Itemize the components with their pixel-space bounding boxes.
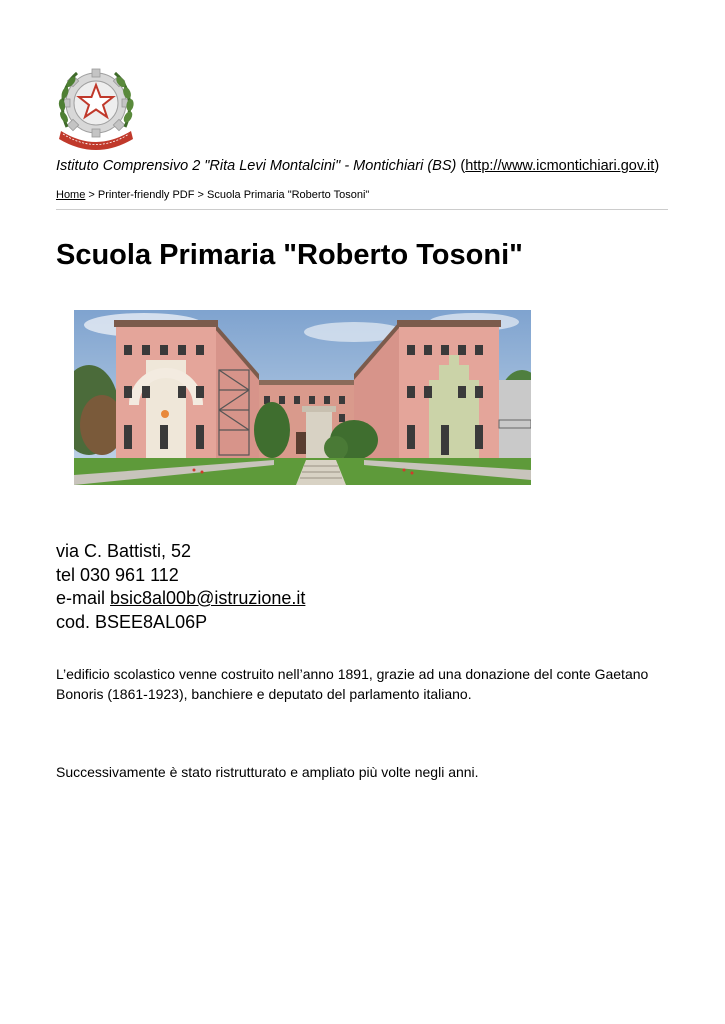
email-link[interactable]: bsic8al00b@istruzione.it	[110, 588, 306, 608]
school-code: cod. BSEE8AL06P	[56, 611, 208, 632]
url-close-paren: )	[654, 158, 660, 174]
school-building-illustration	[74, 310, 531, 485]
school-name: Istituto Comprensivo 2 "Rita Levi Montalcini" - Montichiari (BS)	[56, 158, 457, 174]
school-header	[56, 157, 676, 175]
address: via C. Battisti, 52	[56, 541, 192, 561]
emblem-graphic	[55, 65, 137, 151]
email-row	[56, 587, 305, 611]
breadcrumb	[56, 188, 369, 202]
breadcrumb-item-current: Scuola Primaria "Roberto Tosoni"	[207, 189, 370, 201]
contact-info	[56, 540, 305, 634]
school-building-photo	[74, 310, 531, 485]
italian-republic-emblem	[55, 65, 137, 151]
breadcrumb-separator: >	[194, 189, 208, 201]
breadcrumb-item-printer-friendly: Printer-friendly PDF	[97, 189, 195, 201]
renovation-paragraph: Successivamente è stato ristrutturato e ampliato più volte negli anni.	[56, 764, 479, 780]
school-website-link[interactable]: http://www.icmontichiari.gov.it	[465, 158, 655, 174]
header-divider	[56, 209, 668, 210]
email-label: e-mail	[56, 588, 111, 608]
page-title: Scuola Primaria "Roberto Tosoni"	[56, 239, 523, 271]
breadcrumb-home-link[interactable]: Home	[56, 189, 86, 201]
url-open-paren: (	[460, 158, 466, 174]
breadcrumb-separator: >	[85, 189, 98, 201]
history-paragraph: L’edificio scolastico venne costruito nell’anno 1891, grazie ad una donazione del conte Gaetano Bonoris (1861-1923), banchiere e deputato del parlamento italiano.	[56, 666, 649, 702]
telephone: tel 030 961 112	[56, 564, 179, 585]
